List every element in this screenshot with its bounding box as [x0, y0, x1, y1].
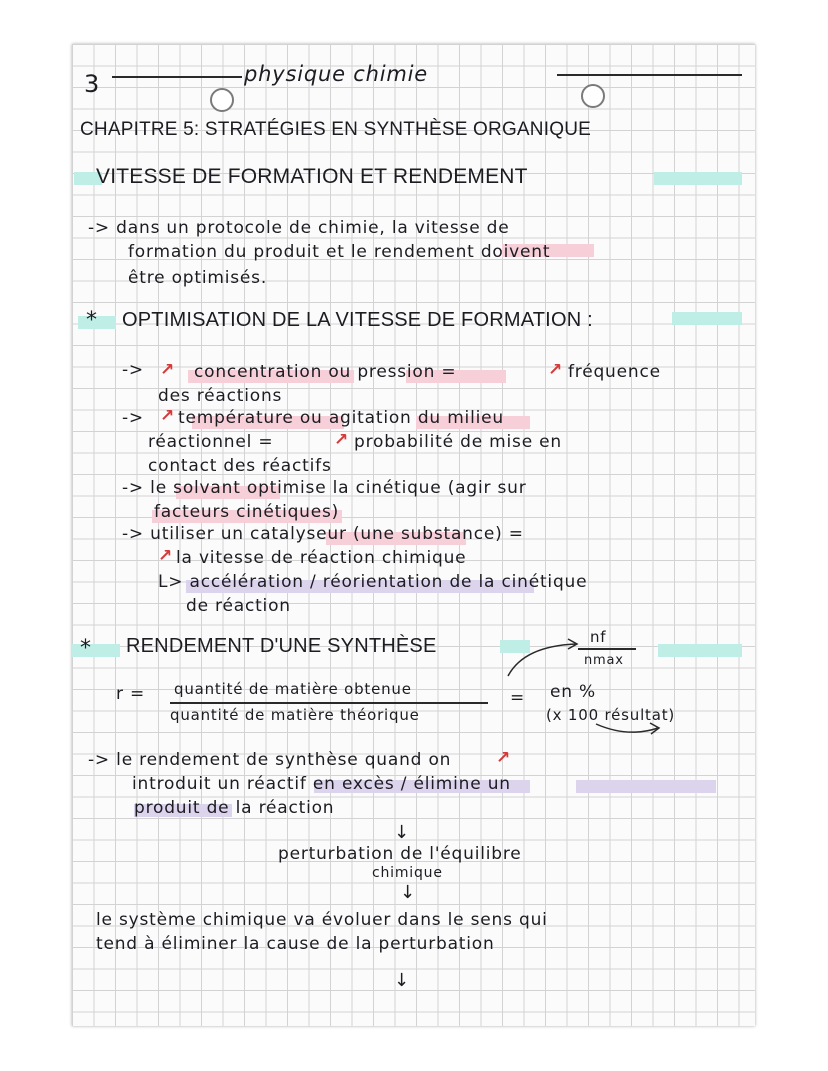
- notebook-page: [72, 44, 755, 1026]
- increase-arrow-icon: ↗: [160, 406, 176, 426]
- chapter-title: CHAPITRE 5: STRATÉGIES EN SYNTHÈSE ORGANIQUE: [80, 119, 591, 140]
- system-line-2: tend à éliminer la cause de la perturbation: [96, 934, 495, 954]
- intro-line-2: formation du produit et le rendement doivent: [128, 242, 551, 262]
- increase-arrow-icon: ↗: [496, 748, 512, 768]
- opt-line-8: -> utiliser un catalyseur (une substance) =: [122, 524, 524, 544]
- nf-nmax-bar: [578, 648, 636, 650]
- subject-title: physique chimie: [244, 62, 428, 86]
- bottom-line-1: -> le rendement de synthèse quand on: [88, 750, 452, 770]
- header-rule-right: [557, 74, 742, 76]
- formula-numerator: quantité de matière obtenue: [174, 680, 412, 698]
- opt-line-1b: fréquence: [568, 362, 661, 382]
- highlight-rend-right: [658, 644, 742, 657]
- x100-result: (x 100 résultat): [546, 706, 676, 724]
- opt-line-4b: probabilité de mise en: [354, 432, 562, 452]
- formula-bar: [170, 702, 488, 704]
- opt-line-10: L> accélération / réorientation de la cinétique: [158, 572, 588, 592]
- intro-line-1: -> dans un protocole de chimie, la vitesse de: [88, 218, 510, 238]
- perturbation-line-2: chimique: [372, 865, 443, 881]
- increase-arrow-icon: ↗: [160, 360, 176, 380]
- bottom-line-3: produit de la réaction: [134, 798, 335, 818]
- curved-arrow-icon: [504, 636, 584, 680]
- nf-label: nf: [590, 628, 607, 646]
- opt-star-icon: *: [86, 308, 98, 333]
- highlight-section-right: [654, 172, 742, 185]
- r-label: r =: [116, 684, 146, 704]
- binder-hole-right: [581, 84, 605, 108]
- down-arrow-icon: ↓: [400, 882, 416, 903]
- down-arrow-icon: ↓: [394, 822, 410, 843]
- increase-arrow-icon: ↗: [548, 360, 564, 380]
- en-percent: en %: [550, 682, 596, 702]
- highlight-opt-right: [672, 312, 742, 325]
- opt-line-3a: ->: [122, 408, 144, 428]
- opt-heading: OPTIMISATION DE LA VITESSE DE FORMATION :: [122, 309, 593, 331]
- opt-line-5: contact des réactifs: [148, 456, 332, 476]
- rend-heading: RENDEMENT D'UNE SYNTHÈSE: [126, 635, 437, 657]
- increase-arrow-icon: ↗: [158, 546, 174, 566]
- header-rule-left: [112, 76, 242, 78]
- formula-denominator: quantité de matière théorique: [170, 706, 420, 724]
- intro-line-3: être optimisés.: [128, 268, 268, 288]
- opt-line-6: -> le solvant optimise la cinétique (agir sur: [122, 478, 527, 498]
- opt-line-4a: réactionnel =: [148, 432, 274, 452]
- opt-line-7: facteurs cinétiques): [154, 502, 340, 522]
- opt-line-3b: température ou agitation du milieu: [178, 408, 504, 428]
- binder-hole-left: [210, 88, 234, 112]
- system-line-1: le système chimique va évoluer dans le sens qui: [96, 910, 548, 930]
- opt-line-11: de réaction: [186, 596, 291, 616]
- nmax-label: nmax: [584, 653, 624, 668]
- curved-arrow-icon: [592, 720, 672, 742]
- bottom-line-2: introduit un réactif en excès / élimine un: [132, 774, 511, 794]
- opt-line-1a: concentration ou pression =: [194, 362, 457, 382]
- perturbation-line-1: perturbation de l'équilibre: [278, 844, 522, 864]
- down-arrow-icon: ↓: [394, 970, 410, 991]
- opt-arrow-1: ->: [122, 360, 144, 380]
- rend-star-icon: *: [80, 636, 92, 661]
- opt-line-2: des réactions: [158, 386, 283, 406]
- formula-equals: =: [510, 688, 526, 708]
- opt-line-9: la vitesse de réaction chimique: [176, 548, 467, 568]
- increase-arrow-icon: ↗: [334, 430, 350, 450]
- page-number: 3: [84, 70, 101, 98]
- highlight-elimine: [576, 780, 716, 793]
- section-title: VITESSE DE FORMATION ET RENDEMENT: [96, 165, 528, 188]
